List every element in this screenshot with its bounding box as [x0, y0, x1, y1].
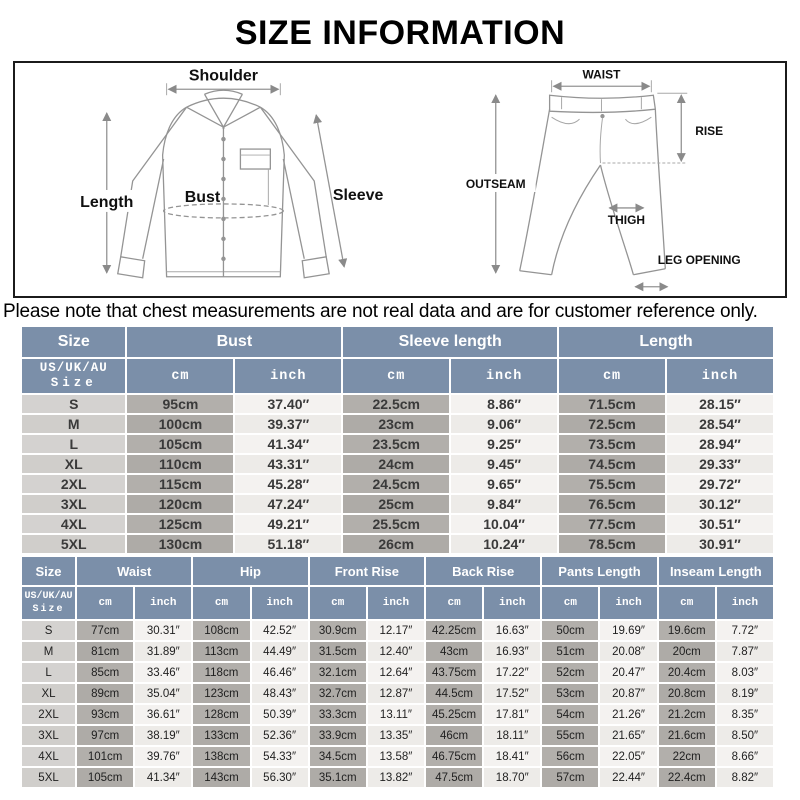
size-cell: 2XL [22, 705, 75, 724]
table-row [22, 684, 773, 703]
pants-leg-opening-label: LEG OPENING [657, 252, 741, 267]
measurement-cell: 19.69″ [600, 621, 656, 640]
measurement-cell: 46.75cm [426, 747, 482, 766]
unit-header: cm [426, 587, 482, 619]
measurement-cell: 8.82″ [717, 768, 773, 787]
table-row [22, 395, 773, 413]
measurement-cell: 44.49″ [252, 642, 308, 661]
shirt-length-label: Length [80, 193, 134, 211]
measurement-cell: 45.28″ [235, 475, 341, 493]
measurement-cell: 30.91″ [667, 535, 773, 553]
measurement-cell: 13.82″ [368, 768, 424, 787]
table-row [22, 621, 773, 640]
table-row [22, 768, 773, 787]
measurement-cell: 45.25cm [426, 705, 482, 724]
measurement-cell: 42.25cm [426, 621, 482, 640]
table-row [22, 535, 773, 553]
measurement-cell: 81cm [77, 642, 133, 661]
table-row [22, 495, 773, 513]
measurement-cell: 12.17″ [368, 621, 424, 640]
size-cell: XL [22, 684, 75, 703]
measurement-cell: 73.5cm [559, 435, 665, 453]
measurement-cell: 34.5cm [310, 747, 366, 766]
measurement-cell: 38.19″ [135, 726, 191, 745]
measurement-cell: 56cm [542, 747, 598, 766]
measure-group-header: Inseam Length [659, 557, 773, 585]
measurement-cell: 93cm [77, 705, 133, 724]
measurement-cell: 29.72″ [667, 475, 773, 493]
measurement-diagram-box [13, 61, 787, 298]
measurement-cell: 44.5cm [426, 684, 482, 703]
measurement-cell: 85cm [77, 663, 133, 682]
measurement-cell: 37.40″ [235, 395, 341, 413]
size-cell: 4XL [22, 747, 75, 766]
measurement-cell: 33.9cm [310, 726, 366, 745]
measurement-cell: 23.5cm [343, 435, 449, 453]
measurement-cell: 133cm [193, 726, 249, 745]
measurement-cell: 31.89″ [135, 642, 191, 661]
pants-rise-label: RISE [695, 124, 724, 139]
measurement-cell: 9.45″ [451, 455, 557, 473]
unit-header: inch [667, 359, 773, 393]
table-row [22, 642, 773, 661]
page-title: SIZE INFORMATION [234, 14, 566, 52]
measurement-cell: 50.39″ [252, 705, 308, 724]
measurement-cell: 125cm [127, 515, 233, 533]
measurement-cell: 120cm [127, 495, 233, 513]
measurement-cell: 50cm [542, 621, 598, 640]
measurement-cell: 7.72″ [717, 621, 773, 640]
measurement-cell: 49.21″ [235, 515, 341, 533]
measurement-cell: 30.51″ [667, 515, 773, 533]
measurement-cell: 21.65″ [600, 726, 656, 745]
measurement-cell: 54cm [542, 705, 598, 724]
unit-header: cm [127, 359, 233, 393]
unit-header: inch [368, 587, 424, 619]
measurement-cell: 143cm [193, 768, 249, 787]
measure-group-header: Sleeve length [343, 327, 557, 357]
measure-group-header: Front Rise [310, 557, 424, 585]
measurement-cell: 35.04″ [135, 684, 191, 703]
measurement-cell: 13.35″ [368, 726, 424, 745]
measurement-cell: 8.03″ [717, 663, 773, 682]
measurement-cell: 19.6cm [659, 621, 715, 640]
measurement-cell: 43.75cm [426, 663, 482, 682]
measurement-cell: 12.64″ [368, 663, 424, 682]
measurement-cell: 36.61″ [135, 705, 191, 724]
measurement-cell: 31.5cm [310, 642, 366, 661]
measurement-cell: 20.4cm [659, 663, 715, 682]
table-row [22, 415, 773, 433]
measurement-cell: 41.34″ [235, 435, 341, 453]
measurement-cell: 35.1cm [310, 768, 366, 787]
measurement-cell: 7.87″ [717, 642, 773, 661]
unit-header: inch [717, 587, 773, 619]
table-row [22, 663, 773, 682]
measurement-cell: 28.94″ [667, 435, 773, 453]
unit-header: inch [484, 587, 540, 619]
measurement-cell: 77.5cm [559, 515, 665, 533]
measurement-cell: 56.30″ [252, 768, 308, 787]
measurement-cell: 9.84″ [451, 495, 557, 513]
measurement-cell: 9.25″ [451, 435, 557, 453]
measurement-cell: 33.3cm [310, 705, 366, 724]
size-cell: S [22, 395, 125, 413]
measurement-cell: 25.5cm [343, 515, 449, 533]
measurement-cell: 18.11″ [484, 726, 540, 745]
unit-header: cm [310, 587, 366, 619]
measurement-cell: 8.50″ [717, 726, 773, 745]
size-cell: M [22, 415, 125, 433]
size-cell: L [22, 663, 75, 682]
measurement-cell: 39.37″ [235, 415, 341, 433]
table-row [22, 515, 773, 533]
measurement-cell: 20.08″ [600, 642, 656, 661]
size-standard-header: US/UK/AU Size [22, 587, 75, 619]
shirt-bust-label: Bust [184, 188, 221, 206]
measurement-cell: 10.04″ [451, 515, 557, 533]
measurement-cell: 8.19″ [717, 684, 773, 703]
unit-header: cm [659, 587, 715, 619]
pants-thigh-label: THIGH [607, 212, 646, 227]
pants-size-table [20, 555, 775, 789]
measurement-cell: 138cm [193, 747, 249, 766]
measurement-cell: 25cm [343, 495, 449, 513]
measure-group-header: Bust [127, 327, 341, 357]
measurement-cell: 95cm [127, 395, 233, 413]
measurement-cell: 52.36″ [252, 726, 308, 745]
measurement-cell: 24.5cm [343, 475, 449, 493]
size-standard-header: US/UK/AU Size [22, 359, 125, 393]
measurement-cell: 77cm [77, 621, 133, 640]
measurement-cell: 21.26″ [600, 705, 656, 724]
measurement-cell: 8.86″ [451, 395, 557, 413]
measurement-cell: 78.5cm [559, 535, 665, 553]
measurement-cell: 8.66″ [717, 747, 773, 766]
size-column-header: Size [22, 557, 75, 585]
disclaimer-note: Please note that chest measurements are not real data and are for customer reference only. [3, 301, 758, 322]
measurement-cell: 30.9cm [310, 621, 366, 640]
size-cell: 2XL [22, 475, 125, 493]
measurement-cell: 130cm [127, 535, 233, 553]
unit-header: inch [600, 587, 656, 619]
size-cell: S [22, 621, 75, 640]
measurement-cell: 12.40″ [368, 642, 424, 661]
table-row [22, 435, 773, 453]
measurement-cell: 21.6cm [659, 726, 715, 745]
measurement-cell: 43cm [426, 642, 482, 661]
measurement-cell: 53cm [542, 684, 598, 703]
measurement-cell: 33.46″ [135, 663, 191, 682]
measurement-cell: 18.41″ [484, 747, 540, 766]
measurement-cell: 46.46″ [252, 663, 308, 682]
measurement-cell: 12.87″ [368, 684, 424, 703]
pants-outseam-label: OUTSEAM [465, 176, 526, 191]
measurement-cell: 26cm [343, 535, 449, 553]
measurement-cell: 54.33″ [252, 747, 308, 766]
measure-group-header: Pants Length [542, 557, 656, 585]
measurement-cell: 41.34″ [135, 768, 191, 787]
unit-header: cm [193, 587, 249, 619]
measurement-cell: 100cm [127, 415, 233, 433]
measurement-cell: 47.24″ [235, 495, 341, 513]
measurement-cell: 76.5cm [559, 495, 665, 513]
measurement-cell: 89cm [77, 684, 133, 703]
pants-waist-label: WAIST [582, 67, 621, 82]
measurement-cell: 108cm [193, 621, 249, 640]
measurement-cell: 101cm [77, 747, 133, 766]
table-row [22, 726, 773, 745]
measurement-cell: 20cm [659, 642, 715, 661]
measurement-cell: 17.81″ [484, 705, 540, 724]
measurement-cell: 16.63″ [484, 621, 540, 640]
measurement-cell: 105cm [127, 435, 233, 453]
measurement-cell: 72.5cm [559, 415, 665, 433]
measurement-cell: 57cm [542, 768, 598, 787]
measurement-cell: 10.24″ [451, 535, 557, 553]
measurement-cell: 30.12″ [667, 495, 773, 513]
measurement-cell: 18.70″ [484, 768, 540, 787]
measurement-cell: 29.33″ [667, 455, 773, 473]
size-cell: 5XL [22, 768, 75, 787]
measurement-cell: 13.11″ [368, 705, 424, 724]
size-column-header: Size [22, 327, 125, 357]
shirt-diagram [15, 63, 400, 296]
shirt-shoulder-label: Shoulder [188, 67, 258, 85]
measurement-cell: 22cm [659, 747, 715, 766]
measurement-cell: 105cm [77, 768, 133, 787]
measurement-cell: 20.87″ [600, 684, 656, 703]
measurement-cell: 71.5cm [559, 395, 665, 413]
measurement-cell: 20.47″ [600, 663, 656, 682]
measurement-cell: 16.93″ [484, 642, 540, 661]
measurement-cell: 97cm [77, 726, 133, 745]
measure-group-header: Back Rise [426, 557, 540, 585]
measurement-cell: 22.5cm [343, 395, 449, 413]
measurement-cell: 46cm [426, 726, 482, 745]
measurement-cell: 75.5cm [559, 475, 665, 493]
size-cell: XL [22, 455, 125, 473]
measurement-cell: 21.2cm [659, 705, 715, 724]
measurement-cell: 55cm [542, 726, 598, 745]
measurement-cell: 28.15″ [667, 395, 773, 413]
unit-header: inch [235, 359, 341, 393]
measurement-cell: 17.52″ [484, 684, 540, 703]
table-row [22, 455, 773, 473]
pants-diagram [400, 63, 785, 296]
unit-header: inch [135, 587, 191, 619]
measurement-cell: 52cm [542, 663, 598, 682]
measurement-cell: 51cm [542, 642, 598, 661]
measurement-cell: 30.31″ [135, 621, 191, 640]
measurement-cell: 28.54″ [667, 415, 773, 433]
measurement-cell: 22.05″ [600, 747, 656, 766]
measurement-cell: 74.5cm [559, 455, 665, 473]
measurement-cell: 110cm [127, 455, 233, 473]
size-cell: 4XL [22, 515, 125, 533]
measurement-cell: 113cm [193, 642, 249, 661]
measurement-cell: 23cm [343, 415, 449, 433]
table-row [22, 747, 773, 766]
measurement-cell: 9.65″ [451, 475, 557, 493]
unit-header: cm [343, 359, 449, 393]
size-cell: 3XL [22, 726, 75, 745]
unit-header: cm [77, 587, 133, 619]
measurement-cell: 39.76″ [135, 747, 191, 766]
measurement-cell: 20.8cm [659, 684, 715, 703]
measurement-cell: 43.31″ [235, 455, 341, 473]
measurement-cell: 115cm [127, 475, 233, 493]
size-cell: L [22, 435, 125, 453]
unit-header: inch [252, 587, 308, 619]
table-row [22, 705, 773, 724]
measurement-cell: 128cm [193, 705, 249, 724]
size-cell: M [22, 642, 75, 661]
measurement-cell: 118cm [193, 663, 249, 682]
measurement-cell: 47.5cm [426, 768, 482, 787]
measurement-cell: 13.58″ [368, 747, 424, 766]
unit-header: cm [542, 587, 598, 619]
size-cell: 3XL [22, 495, 125, 513]
measure-group-header: Hip [193, 557, 307, 585]
unit-header: inch [451, 359, 557, 393]
measurement-cell: 48.43″ [252, 684, 308, 703]
shirt-size-table [20, 325, 775, 555]
measurement-cell: 123cm [193, 684, 249, 703]
measurement-cell: 22.44″ [600, 768, 656, 787]
table-row [22, 475, 773, 493]
measure-group-header: Waist [77, 557, 191, 585]
measurement-cell: 42.52″ [252, 621, 308, 640]
shirt-sleeve-label: Sleeve [332, 186, 384, 204]
size-cell: 5XL [22, 535, 125, 553]
measurement-cell: 51.18″ [235, 535, 341, 553]
unit-header: cm [559, 359, 665, 393]
measurement-cell: 22.4cm [659, 768, 715, 787]
measurement-cell: 9.06″ [451, 415, 557, 433]
measurement-cell: 24cm [343, 455, 449, 473]
measurement-cell: 32.7cm [310, 684, 366, 703]
measure-group-header: Length [559, 327, 773, 357]
measurement-cell: 8.35″ [717, 705, 773, 724]
measurement-cell: 32.1cm [310, 663, 366, 682]
measurement-cell: 17.22″ [484, 663, 540, 682]
